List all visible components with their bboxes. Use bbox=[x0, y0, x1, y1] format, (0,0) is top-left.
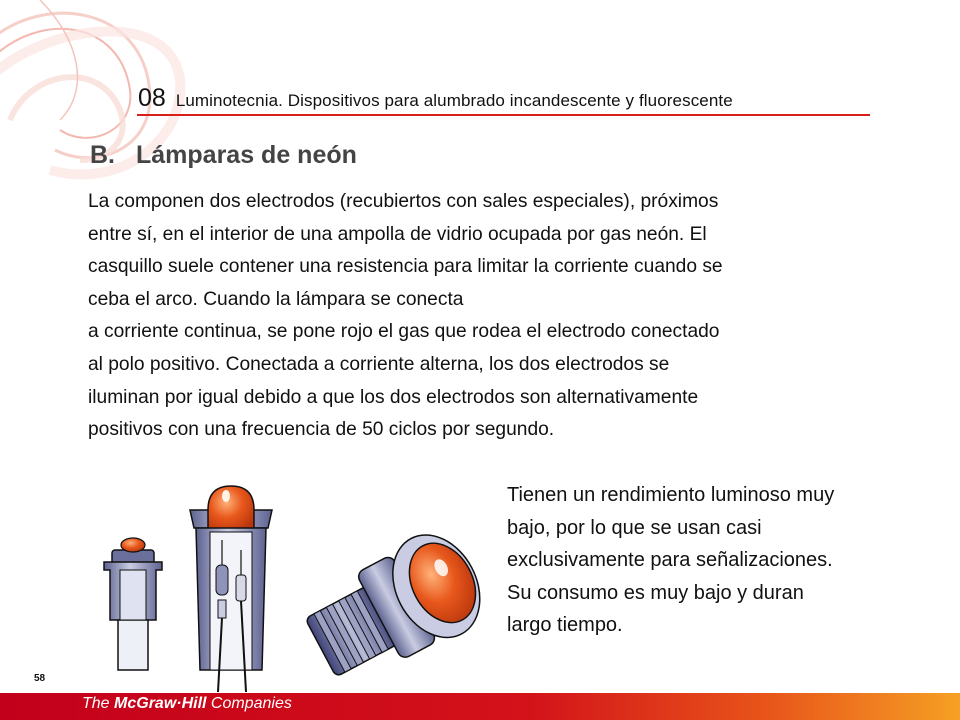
chapter-number: 08 bbox=[138, 84, 166, 112]
publisher-logo bbox=[82, 695, 292, 713]
body-line: iluminan por igual debido a que los dos electrodos son alternativamente bbox=[88, 386, 699, 408]
body-line: a corriente continua, se pone rojo el gas que rodea el electrodo conectado bbox=[88, 321, 720, 343]
section-letter: B. bbox=[90, 141, 115, 169]
chapter-rule bbox=[137, 114, 870, 116]
logo-name: McGraw·Hill bbox=[114, 695, 207, 712]
body-line: entre sí, en el interior de una ampolla de vidrio ocupada por gas neón. El bbox=[88, 223, 707, 245]
body-line: positivos con una frecuencia de 50 ciclos por segundo. bbox=[88, 419, 555, 441]
logo-suffix: Companies bbox=[206, 695, 292, 712]
small-neon-lamp-icon bbox=[104, 538, 162, 670]
panel-pilot-lamp-icon bbox=[295, 520, 497, 692]
chapter-title: Luminotecnia. Dispositivos para alumbrado incandescente y fluorescente bbox=[175, 91, 733, 110]
side-line: exclusivamente para señalizaciones. bbox=[507, 549, 833, 572]
page-number: 58 bbox=[34, 673, 46, 684]
side-paragraph bbox=[507, 479, 927, 642]
section-heading bbox=[90, 141, 357, 170]
logo-the: The bbox=[82, 695, 115, 712]
body-line: La componen dos electrodos (recubiertos con sales especiales), próximos bbox=[88, 191, 719, 212]
body-line: ceba el arco. Cuando la lámpara se conecta bbox=[88, 288, 464, 310]
section-title: Lámparas de neón bbox=[136, 141, 357, 169]
neon-lamps-figure bbox=[90, 470, 500, 692]
side-line: Su consumo es muy bajo y duran bbox=[507, 581, 804, 604]
side-line: Tienen un rendimiento luminoso muy bbox=[507, 484, 835, 506]
chapter-heading bbox=[138, 84, 733, 113]
side-line: largo tiempo. bbox=[507, 614, 623, 637]
body-line: casquillo suele contener una resistencia para limitar la corriente cuando se bbox=[88, 256, 723, 278]
side-line: bajo, por lo que se usan casi bbox=[507, 516, 762, 539]
neon-lamp-cutaway-icon bbox=[190, 486, 272, 692]
body-line: al polo positivo. Conectada a corriente alterna, los dos electrodos se bbox=[88, 353, 670, 375]
body-paragraph bbox=[88, 186, 888, 447]
footer-bar bbox=[0, 693, 960, 720]
